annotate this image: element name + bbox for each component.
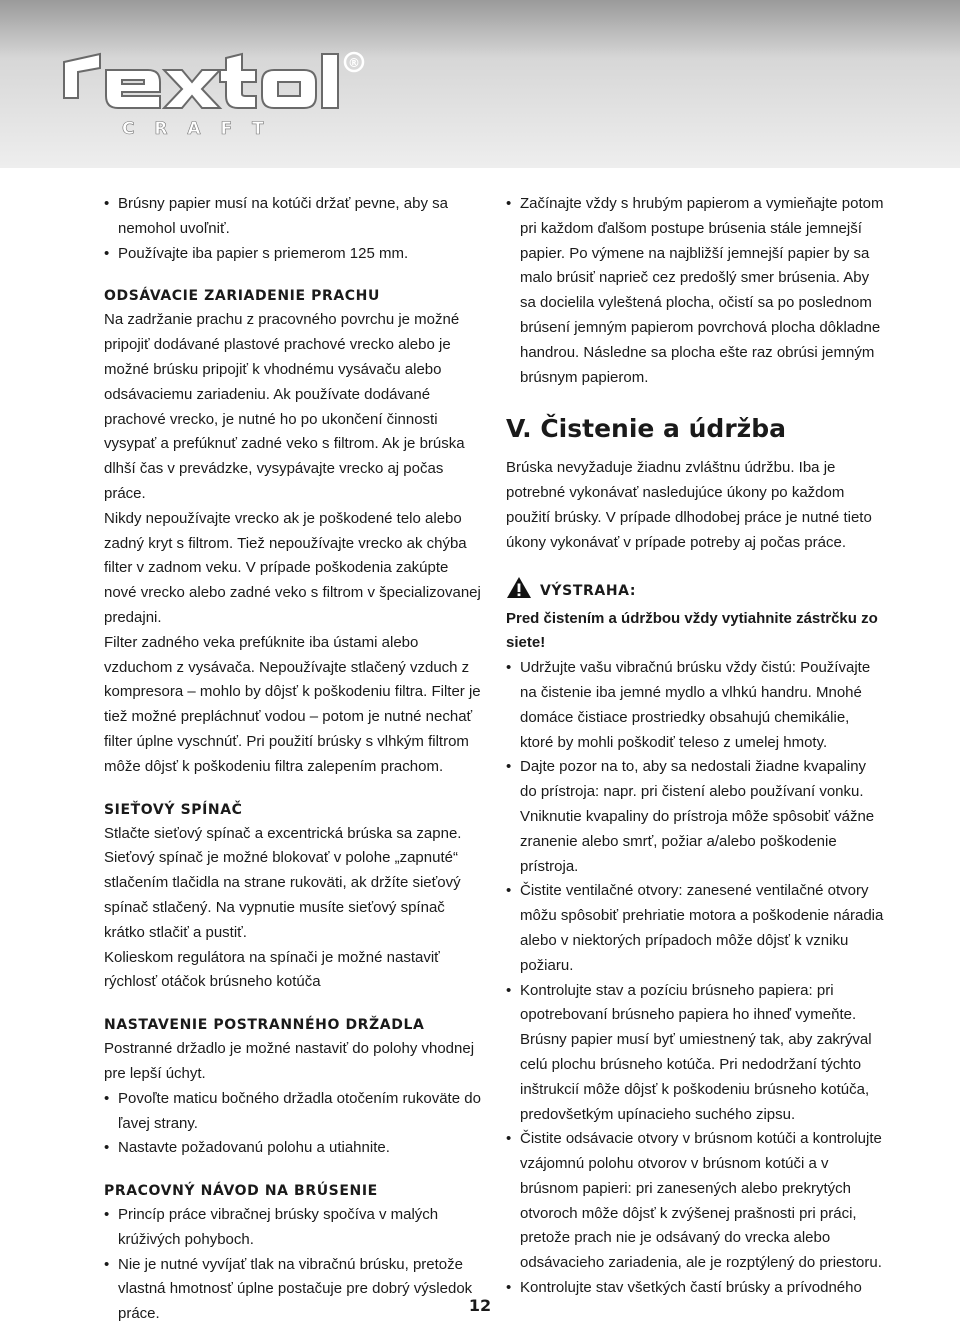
switch-heading: SIEŤOVÝ SPÍNAČ <box>104 801 243 818</box>
sanding-heading: PRACOVNÝ NÁVOD NA BRÚSENIE <box>104 1183 378 1200</box>
list-item: • Začínajte vždy s hrubým papierom a vymieňajte potom pri každom ďalšom postupe brúsenia stále jemnejší papier. Po výmene na najbližší jemnejší papier by sa malo brúsiť naprieč cez predošlý smer brúsenia. Aby sa docielila vyleštená plocha, očistí sa po poslednom brúsení jemným papierom povrchová plocha dôkladne handrou. Následne sa plocha ešte raz obrúsi jemným brúsnym papierom. <box>506 192 886 390</box>
list-item: • Čistite ventilačné otvory: zanesené ventilačné otvory môžu spôsobiť prehriatie motora a poškodenie náradia alebo v niektorých prípadoch môže dôjsť k vzniku požiaru. <box>506 879 886 978</box>
handle-heading: NASTAVENIE POSTRANNÉHO DRŽADLA <box>104 1017 425 1034</box>
page-header <box>0 0 960 168</box>
switch-paragraph: Sieťový spínač je možné blokovať v polohe „zapnuté“ stlačením tlačidla na strane rukoväti, ak držíte sieťový spínač stlačený. Na vypnutie musíte sieťový spínač krátko stlačiť a pustiť. <box>104 849 461 941</box>
page-number: 12 <box>468 1296 492 1315</box>
handle-bullets <box>104 1087 484 1161</box>
switch-paragraph: Stlačte sieťový spínač a excentrická brúska sa zapne. <box>104 824 462 842</box>
list-item: • Nastavte požadovanú polohu a utiahnite. <box>104 1136 484 1161</box>
logo-craft-text: C R A F T <box>122 119 271 139</box>
dust-paragraph: Nikdy nepoužívajte vrecko ak je poškodené telo alebo zadný kryt s filtrom. Tiež nepoužívajte vrecko ak chýba filter v zadnom veku. V prípade poškodenia zakúpte nové vrecko alebo zadné veko s filtrom v špecializovanej predajni. <box>104 509 481 626</box>
warning-label: VÝSTRAHA: <box>540 583 637 600</box>
chapter-title: V. Čistenie a údržba <box>506 414 786 444</box>
list-item: • Povoľte maticu bočného držadla otočením rukoväte do ľavej strany. <box>104 1087 484 1137</box>
warning-triangle-icon <box>506 576 532 607</box>
switch-paragraph: Kolieskom regulátora na spínači je možné nastaviť rýchlosť otáčok brúsneho kotúča <box>104 948 440 991</box>
warning-bullets <box>506 656 886 1301</box>
dust-paragraph: Na zadržanie prachu z pracovného povrchu je možné pripojiť dodávané plastové prachové vrecko alebo je možné brúsku pripojiť k vhodnému vysávaču alebo odsávaciemu zariadeniu. Ak používate dodávané prachové vrecko, je nutné ho po ukončení činnosti vysypať a prefúknuť zadné veko s filtrom. Ak je brúska dlhší čas v prevádzke, vysypávajte vrecko aj počas práce. <box>104 311 465 502</box>
chapter-paragraph: Brúska nevyžaduje žiadnu zvláštnu údržbu. Iba je potrebné vykonávať nasledujúce úkony po každom použití brúsky. V prípade dlhodobej práce je nutné tieto úkony vykonávať v prípade potreby aj počas práce. <box>506 459 872 551</box>
list-item: • Udržujte vašu vibračnú brúsku vždy čistú: Používajte na čistenie iba jemné mydlo a vlhkú handru. Mnohé domáce čistiace prostriedky obsahujú chemikálie, ktoré by mohli poškodiť teleso z umelej hmoty. <box>506 656 886 755</box>
list-item: • Nie je nutné vyvíjať tlak na vibračnú brúsku, pretože vlastná hmotnosť úplne postačuje pre dobrý výsledok práce. <box>104 1253 484 1327</box>
logo-graphic <box>60 48 370 140</box>
list-item: • Kontrolujte stav všetkých častí brúsky a prívodného <box>506 1276 886 1301</box>
list-item: • Princíp práce vibračnej brúsky spočíva v malých krúživých pohyboch. <box>104 1203 484 1253</box>
list-item: • Používajte iba papier s priemerom 125 mm. <box>104 242 484 267</box>
extol-craft-logo <box>60 48 370 140</box>
dust-paragraph: Filter zadného veka prefúknite iba ústami alebo vzduchom z vysávača. Nepoužívajte stlačený vzduch z kompresora – mohlo by dôjsť k poškodeniu filtra. Filter je tiež možné prepláchnuť vodou – potom je nutné nechať filter úplne vyschnúť. Pri použití brúsky s vlhkým filtrom môže dôjsť k poškodeniu filtra zalepením prachom. <box>104 633 481 775</box>
left-top-bullets <box>104 192 484 266</box>
list-item: • Dajte pozor na to, aby sa nedostali žiadne kvapaliny do prístroja: napr. pri čistení alebo používaní vonku. Vniknutie kvapaliny do prístroja môže spôsobiť vážne zranenie alebo smrť, požiar a/alebo poškodenie prístroja. <box>506 755 886 879</box>
handle-paragraph: Postranné držadlo je možné nastaviť do polohy vhodnej pre lepší úchyt. <box>104 1040 475 1082</box>
left-column <box>104 192 484 1327</box>
registered-mark: ® <box>348 56 360 70</box>
right-column <box>506 192 886 1301</box>
dust-heading: ODSÁVACIE ZARIADENIE PRACHU <box>104 288 380 305</box>
warning-subheading: Pred čistením a údržbou vždy vytiahnite zástrčku zo siete! <box>506 609 878 652</box>
warning-heading <box>506 576 886 607</box>
list-item: • Brúsny papier musí na kotúči držať pevne, aby sa nemohol uvoľniť. <box>104 192 484 242</box>
list-item: • Čistite odsávacie otvory v brúsnom kotúči a kontrolujte vzájomnú polohu otvorov v brúsnom kotúči a v brúsnom papieri: pri zanesených alebo prekrytých otvoroch môže dôjsť k zvýšenej prašnosti pri práci, pretože prach nie je odsávaný do vrecka alebo odsávacieho zariadenia, ale je rozptýlený do priestoru. <box>506 1127 886 1276</box>
list-item: • Kontrolujte stav a pozíciu brúsneho papiera: pri opotrebovaní brúsneho papiera ho ihneď vymeňte. Brúsny papier musí byť umiestnený tak, aby zakrýval celú plochu brúsneho kotúča. Pri nedodržaní týchto inštrukcií môže dôjsť k poškodeniu brúsneho kotúča, predovšetkým upínacieho suchého zipsu. <box>506 979 886 1128</box>
right-top-bullets <box>506 192 886 390</box>
